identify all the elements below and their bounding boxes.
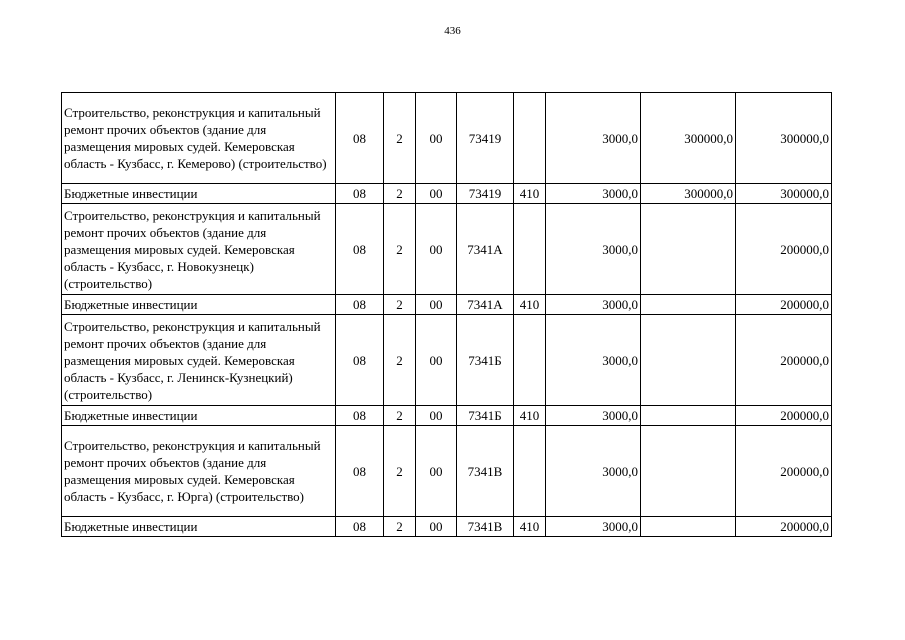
subprogram-code: 00 — [416, 93, 457, 184]
section-code: 08 — [336, 315, 384, 406]
program-code: 2 — [384, 295, 416, 315]
table-row — [62, 93, 832, 184]
amount-2: 300000,0 — [641, 93, 736, 184]
table-row — [62, 184, 832, 204]
program-code: 2 — [384, 406, 416, 426]
amount-3: 200000,0 — [736, 426, 832, 517]
amount-2 — [641, 295, 736, 315]
item-name: Строительство, реконструкция и капитальный ремонт прочих объектов (здание для размещения мировых судей. Кемеровская область - Кузбасс, г. Новокузнецк) (строительство) — [62, 204, 336, 295]
expense-type — [514, 93, 546, 184]
section-code: 08 — [336, 406, 384, 426]
amount-1: 3000,0 — [546, 406, 641, 426]
amount-1: 3000,0 — [546, 315, 641, 406]
expense-type: 410 — [514, 406, 546, 426]
item-name: Бюджетные инвестиции — [62, 295, 336, 315]
section-code: 08 — [336, 426, 384, 517]
item-name: Строительство, реконструкция и капитальный ремонт прочих объектов (здание для размещения мировых судей. Кемеровская область - Кузбасс, г. Кемерово) (строительство) — [62, 93, 336, 184]
page-number: 436 — [444, 25, 461, 37]
table-row — [62, 406, 832, 426]
amount-3: 200000,0 — [736, 517, 832, 537]
subprogram-code: 00 — [416, 426, 457, 517]
target-code: 7341Б — [457, 406, 514, 426]
item-name: Бюджетные инвестиции — [62, 406, 336, 426]
target-code: 7341А — [457, 295, 514, 315]
subprogram-code: 00 — [416, 406, 457, 426]
program-code: 2 — [384, 315, 416, 406]
amount-1: 3000,0 — [546, 295, 641, 315]
table-row — [62, 426, 832, 517]
expense-type — [514, 204, 546, 295]
table-row — [62, 295, 832, 315]
amount-3: 200000,0 — [736, 315, 832, 406]
item-name: Строительство, реконструкция и капитальный ремонт прочих объектов (здание для размещения мировых судей. Кемеровская область - Кузбасс, г. Юрга) (строительство) — [62, 426, 336, 517]
expense-type — [514, 315, 546, 406]
amount-1: 3000,0 — [546, 426, 641, 517]
expense-type: 410 — [514, 517, 546, 537]
amount-3: 200000,0 — [736, 295, 832, 315]
section-code: 08 — [336, 93, 384, 184]
item-name: Бюджетные инвестиции — [62, 517, 336, 537]
amount-1: 3000,0 — [546, 93, 641, 184]
section-code: 08 — [336, 204, 384, 295]
target-code: 7341Б — [457, 315, 514, 406]
amount-2 — [641, 315, 736, 406]
amount-3: 200000,0 — [736, 406, 832, 426]
program-code: 2 — [384, 517, 416, 537]
program-code: 2 — [384, 93, 416, 184]
amount-1: 3000,0 — [546, 184, 641, 204]
amount-3: 300000,0 — [736, 93, 832, 184]
expense-type: 410 — [514, 184, 546, 204]
amount-1: 3000,0 — [546, 517, 641, 537]
amount-2: 300000,0 — [641, 184, 736, 204]
amount-3: 200000,0 — [736, 204, 832, 295]
amount-2 — [641, 406, 736, 426]
target-code: 7341А — [457, 204, 514, 295]
table-row — [62, 517, 832, 537]
amount-2 — [641, 204, 736, 295]
budget-table — [61, 92, 832, 537]
expense-type: 410 — [514, 295, 546, 315]
section-code: 08 — [336, 517, 384, 537]
subprogram-code: 00 — [416, 295, 457, 315]
program-code: 2 — [384, 184, 416, 204]
amount-2 — [641, 517, 736, 537]
target-code: 73419 — [457, 93, 514, 184]
subprogram-code: 00 — [416, 204, 457, 295]
amount-3: 300000,0 — [736, 184, 832, 204]
table-row — [62, 315, 832, 406]
item-name: Бюджетные инвестиции — [62, 184, 336, 204]
target-code: 7341В — [457, 517, 514, 537]
section-code: 08 — [336, 184, 384, 204]
target-code: 73419 — [457, 184, 514, 204]
subprogram-code: 00 — [416, 517, 457, 537]
amount-1: 3000,0 — [546, 204, 641, 295]
subprogram-code: 00 — [416, 184, 457, 204]
program-code: 2 — [384, 426, 416, 517]
target-code: 7341В — [457, 426, 514, 517]
table-row — [62, 204, 832, 295]
section-code: 08 — [336, 295, 384, 315]
subprogram-code: 00 — [416, 315, 457, 406]
expense-type — [514, 426, 546, 517]
item-name: Строительство, реконструкция и капитальный ремонт прочих объектов (здание для размещения мировых судей. Кемеровская область - Кузбасс, г. Ленинск-Кузнецкий) (строительство) — [62, 315, 336, 406]
program-code: 2 — [384, 204, 416, 295]
amount-2 — [641, 426, 736, 517]
